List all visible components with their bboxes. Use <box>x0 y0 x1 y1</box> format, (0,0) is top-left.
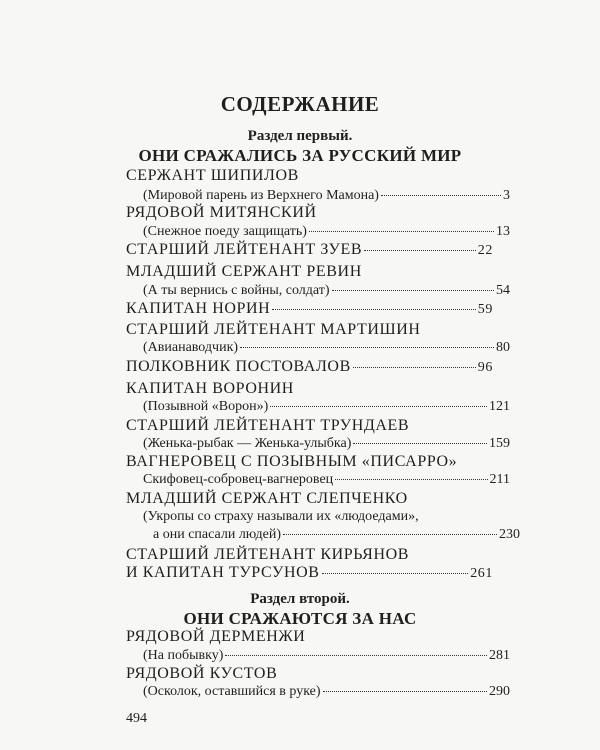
toc-page-number: 290 <box>489 684 510 699</box>
toc-entry-text: (Позывной «Ворон») <box>143 399 269 414</box>
toc-page-number: 22 <box>477 243 493 258</box>
toc-entry-heading <box>126 417 493 435</box>
toc-entry-text: РЯДОВОЙ КУСТОВ <box>126 665 278 682</box>
toc-entry-text: РЯДОВОЙ МИТЯНСКИЙ <box>126 204 317 221</box>
toc-entry-subtitle <box>126 399 510 415</box>
toc-entry-heading <box>126 453 493 471</box>
dot-leader <box>381 194 501 196</box>
toc-entry-heading <box>126 263 493 281</box>
toc-entry-text: ПОЛКОВНИК ПОСТОВАЛОВ <box>126 358 351 375</box>
page-title: СОДЕРЖАНИЕ <box>220 92 380 116</box>
toc-entry-text: РЯДОВОЙ ДЕРМЕНЖИ <box>126 628 306 645</box>
toc-entry-text: (А ты вернись с войны, солдат) <box>143 283 330 298</box>
dot-leader <box>225 654 487 656</box>
section-1-title: ОНИ СРАЖАЛИСЬ ЗА РУССКИЙ МИР <box>138 146 462 165</box>
toc-page-number: 261 <box>470 566 493 581</box>
toc-entry-subtitle <box>126 283 510 299</box>
toc-page-number: 281 <box>489 648 510 663</box>
toc-entry-heading <box>126 358 493 376</box>
toc-page-number: 80 <box>496 340 510 355</box>
toc-entry-subtitle <box>126 472 510 488</box>
toc-entry-text: (Укропы со страху называли их «людоедами», <box>143 509 419 524</box>
toc-entry-heading <box>126 204 493 222</box>
toc-entry-text: И КАПИТАН ТУРСУНОВ <box>126 564 320 581</box>
toc-entry-subtitle <box>126 684 510 700</box>
dot-leader <box>364 249 476 251</box>
toc-page-number: 159 <box>489 436 510 451</box>
toc-entry-text: КАПИТАН ВОРОНИН <box>126 380 294 397</box>
toc-entry-text: МЛАДШИЙ СЕРЖАНТ РЕВИН <box>126 263 362 280</box>
toc-entry-heading <box>126 380 493 398</box>
section-2-title: ОНИ СРАЖАЮТСЯ ЗА НАС <box>183 609 417 628</box>
toc-entry-text: СЕРЖАНТ ШИПИЛОВ <box>126 167 299 184</box>
toc-entry-heading <box>126 490 493 508</box>
dot-leader <box>240 346 494 348</box>
dot-leader <box>323 690 487 692</box>
toc-entry-heading <box>126 665 493 683</box>
dot-leader <box>353 442 487 444</box>
toc-entry-heading <box>126 241 493 259</box>
toc-entry-text: (На побывку) <box>143 648 224 663</box>
toc-entry-subtitle <box>126 527 520 543</box>
toc-entry-subtitle <box>126 648 510 664</box>
toc-entry-heading <box>126 628 493 646</box>
toc-entry-heading <box>126 167 493 185</box>
toc-entry-text: ВАГНЕРОВЕЦ С ПОЗЫВНЫМ «ПИСАРРО» <box>126 453 458 470</box>
toc-entry-text: Скифовец-собровец-вагнеровец <box>143 472 334 487</box>
dot-leader <box>272 308 475 310</box>
toc-page-number: 54 <box>496 283 510 298</box>
toc-entry-subtitle <box>126 188 510 204</box>
folio-page-number: 494 <box>126 711 147 726</box>
toc-entry-text: (Женька-рыбак — Женька-улыбка) <box>143 436 352 451</box>
toc-page-number: 230 <box>499 527 520 542</box>
toc-page-number: 3 <box>503 188 510 203</box>
dot-leader <box>283 533 497 535</box>
toc-entry-text: (Снежное поеду защищать) <box>143 224 307 239</box>
toc-entry-heading <box>126 546 493 564</box>
dot-leader <box>322 572 469 574</box>
dot-leader <box>353 366 476 368</box>
toc-page-number: 211 <box>489 472 510 487</box>
toc-page-number: 121 <box>489 399 510 414</box>
toc-entry-text: а они спасали людей) <box>153 527 282 542</box>
section-1-label: Раздел первый. <box>247 128 353 144</box>
toc-entry-text: (Авианаводчик) <box>143 340 239 355</box>
toc-entry-text: СТАРШИЙ ЛЕЙТЕНАНТ ТРУНДАЕВ <box>126 417 410 434</box>
toc-entry-subtitle <box>126 224 510 240</box>
toc-entry-text: (Осколок, оставшийся в руке) <box>143 684 321 699</box>
toc-entry-subtitle <box>126 340 510 356</box>
toc-entry-subtitle <box>126 436 510 452</box>
section-2-label: Раздел второй. <box>250 591 350 607</box>
dot-leader <box>332 289 494 291</box>
toc-entry-heading <box>126 300 493 318</box>
toc-entry-text: (Мировой парень из Верхнего Мамона) <box>143 188 379 203</box>
toc-entry-text: СТАРШИЙ ЛЕЙТЕНАНТ КИРЬЯНОВ <box>126 546 410 563</box>
toc-entry-text: СТАРШИЙ ЛЕЙТЕНАНТ ЗУЕВ <box>126 241 363 258</box>
toc-entry-heading <box>126 321 493 339</box>
dot-leader <box>335 478 487 480</box>
toc-entry-text: МЛАДШИЙ СЕРЖАНТ СЛЕПЧЕНКО <box>126 490 408 507</box>
toc-page-number: 59 <box>477 302 493 317</box>
toc-entry-text: КАПИТАН НОРИН <box>126 300 271 317</box>
toc-entry-subtitle <box>126 509 510 525</box>
toc-entry-heading <box>126 564 493 582</box>
toc-page-number: 96 <box>477 360 493 375</box>
dot-leader <box>309 230 494 232</box>
toc-page-number: 13 <box>496 224 510 239</box>
dot-leader <box>270 405 487 407</box>
toc-entry-text: СТАРШИЙ ЛЕЙТЕНАНТ МАРТИШИН <box>126 321 421 338</box>
